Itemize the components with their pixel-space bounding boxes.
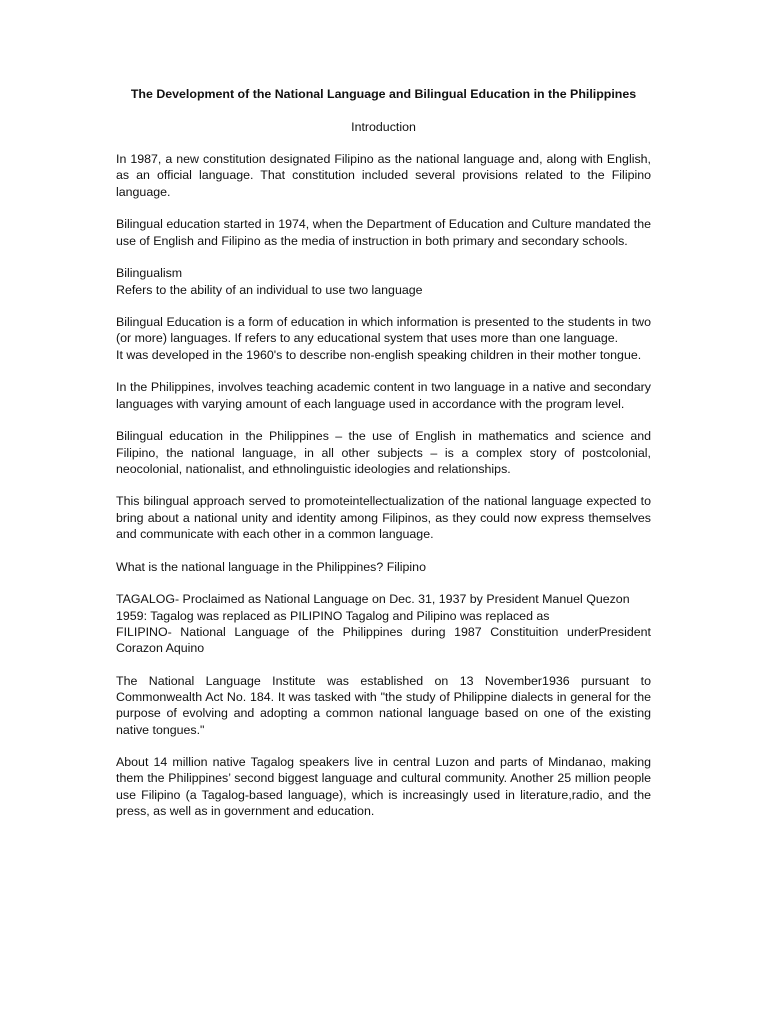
paragraph-national-language-question: [116, 559, 651, 575]
paragraph-line: What is the national language in the Philippines? Filipino: [116, 559, 426, 574]
paragraph-tagalog-history: [116, 591, 651, 656]
paragraph-bilingual-education-definition: [116, 314, 651, 363]
paragraph-bilingual-approach: [116, 493, 651, 542]
paragraph-line: Bilingual education in the Philippines – the use of English in mathematics and science and Filipino, the national language, in all other subjects – is a complex story of postcolonial, neocolonial, nationalist, and ethnolinguistic ideologies and relationships.: [116, 429, 651, 476]
bilingualism-heading: Bilingualism: [116, 266, 183, 281]
paragraph-tagalog-speakers: [116, 754, 651, 819]
paragraph-constitution: [116, 151, 651, 200]
paragraph-language-institute: [116, 673, 651, 738]
paragraph-line: This bilingual approach served to promoteintellectualization of the national language expected to bring about a national unity and identity among Filipinos, as they could now express themselves and communicate with each other in a common language.: [116, 494, 651, 542]
paragraph-bilingualism: [116, 265, 651, 298]
section-heading-introduction: Introduction: [351, 119, 416, 134]
paragraph-line: In the Philippines, involves teaching academic content in two language in a native and secondary languages with varying amount of each language used in accordance with the program level.: [116, 380, 651, 411]
paragraph-line: It was developed in the 1960's to describe non-english speaking children in their mother tongue.: [116, 347, 642, 362]
paragraph-philippines-content: [116, 379, 651, 412]
paragraph-bilingual-story: [116, 428, 651, 477]
paragraph-line: About 14 million native Tagalog speakers live in central Luzon and parts of Mindanao, making them the Philippines’ second biggest language and cultural community. Another 25 million people use Filipino (a Tagalog-based language), which is increasingly used in literature,radio, and the press, as well as in government and education.: [116, 755, 651, 819]
paragraph-line: Bilingual Education is a form of education in which information is presented to the students in two (or more) languages. If refers to any educational system that uses more than one language.: [116, 315, 651, 346]
paragraph-bilingual-start: [116, 216, 651, 249]
paragraph-line: The National Language Institute was established on 13 November1936 pursuant to Commonwealth Act No. 184. It was tasked with "the study of Philippine dialects in general for the purpose of evolving and adopting a common national language based on one of the existing native tongues.": [116, 673, 651, 737]
paragraph-line: FILIPINO- National Language of the Philippines during 1987 Constituition underPresident Corazon Aquino: [116, 624, 651, 656]
document-title: The Development of the National Language and Bilingual Education in the Philippines: [130, 87, 637, 101]
paragraph-line: TAGALOG- Proclaimed as National Language on Dec. 31, 1937 by President Manuel Quezon: [116, 592, 630, 607]
document-page: [116, 86, 651, 836]
paragraph-line: 1959: Tagalog was replaced as PILIPINO Tagalog and Pilipino was replaced as: [116, 608, 550, 623]
paragraph-line: In 1987, a new constitution designated Filipino as the national language and, along with English, as an official language. That constitution included several provisions related to the Filipino language.: [116, 152, 651, 199]
paragraph-line: Bilingual education started in 1974, when the Department of Education and Culture mandated the use of English and Filipino as the media of instruction in both primary and secondary schools.: [116, 217, 651, 248]
bilingualism-definition: Refers to the ability of an individual to use two language: [116, 282, 423, 297]
